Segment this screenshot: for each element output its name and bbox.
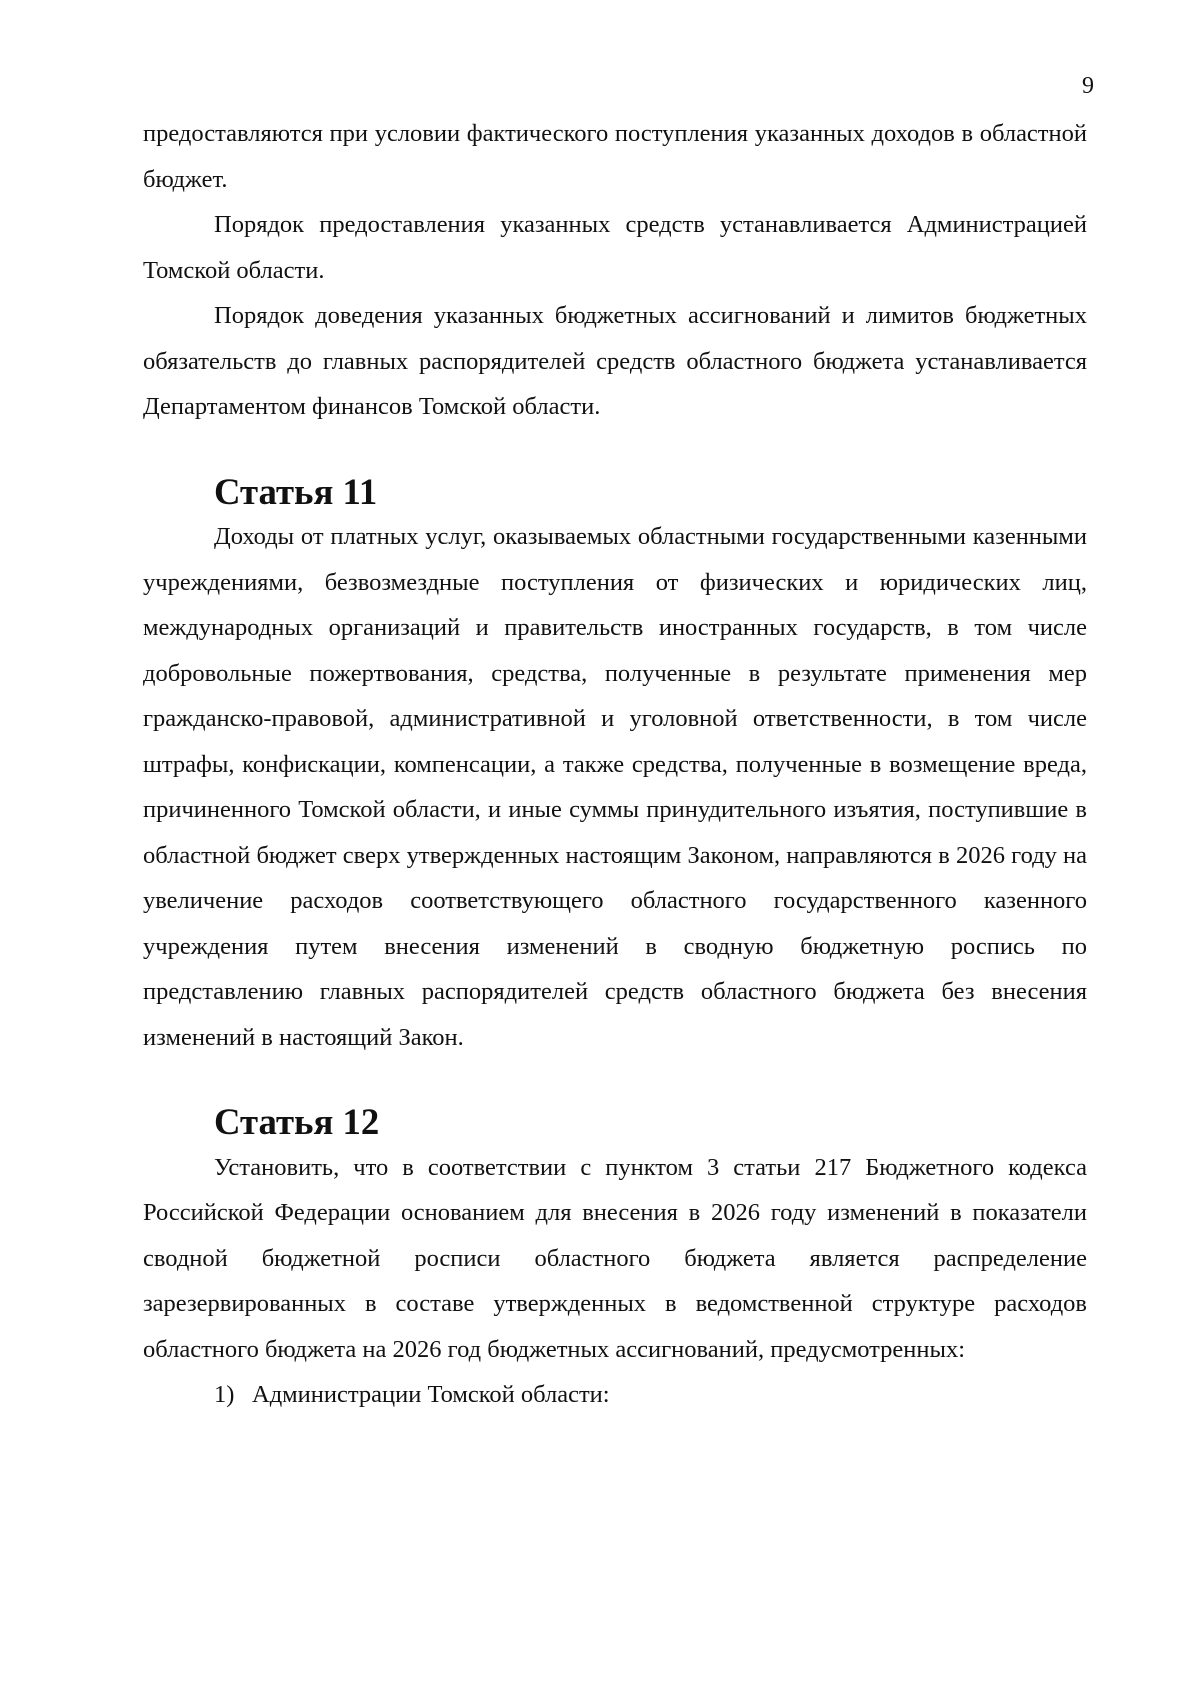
document-body bbox=[143, 111, 1087, 1418]
intro-paragraph-1: предоставляются при условии фактического поступления указанных доходов в областной бюджет. bbox=[143, 120, 1087, 193]
article-12-paragraph: Установить, что в соответствии с пунктом 3 статьи 217 Бюджетного кодекса Российской Федерации основанием для внесения в 2026 году изменений в показатели сводной бюджетной росписи областного бюджета является распределение зарезервированных в составе утвержденных в ведомственной структуре расходов областного бюджета на 2026 год бюджетных ассигнований, предусмотренных: bbox=[143, 1153, 1087, 1363]
section-gap bbox=[143, 1060, 1087, 1099]
list-item-text: Администрации Томской области: bbox=[252, 1381, 610, 1408]
list-item bbox=[143, 1372, 1087, 1418]
intro-paragraph-2: Порядок предоставления указанных средств устанавливается Администрацией Томской области. bbox=[143, 211, 1087, 284]
section-gap bbox=[143, 430, 1087, 469]
list-item-marker: 1) bbox=[214, 1381, 235, 1408]
page-number: 9 bbox=[1082, 73, 1094, 99]
article-11-heading: Статья 11 bbox=[214, 470, 378, 512]
article-12-heading: Статья 12 bbox=[214, 1101, 380, 1142]
intro-paragraph-3: Порядок доведения указанных бюджетных ассигнований и лимитов бюджетных обязательств до главных распорядителей средств областного бюджета устанавливается Департаментом финансов Томской области. bbox=[143, 302, 1087, 420]
article-11-paragraph: Доходы от платных услуг, оказываемых областными государственными казенными учреждениями, безвозмездные поступления от физических и юридических лиц, международных организаций и правительств иностранных государств, в том числе добровольные пожертвования, средства, полученные в результате применения мер гражданско-правовой, административной и уголовной ответственности, в том числе штрафы, конфискации, компенсации, а также средства, полученные в возмещение вреда, причиненного Томской области, и иные суммы принудительного изъятия, поступившие в областной бюджет сверх утвержденных настоящим Законом, направляются в 2026 году на увеличение расходов соответствующего областного государственного казенного учреждения путем внесения изменений в сводную бюджетную роспись по представлению главных распорядителей средств областного бюджета без внесения изменений в настоящий Закон. bbox=[143, 523, 1087, 1051]
